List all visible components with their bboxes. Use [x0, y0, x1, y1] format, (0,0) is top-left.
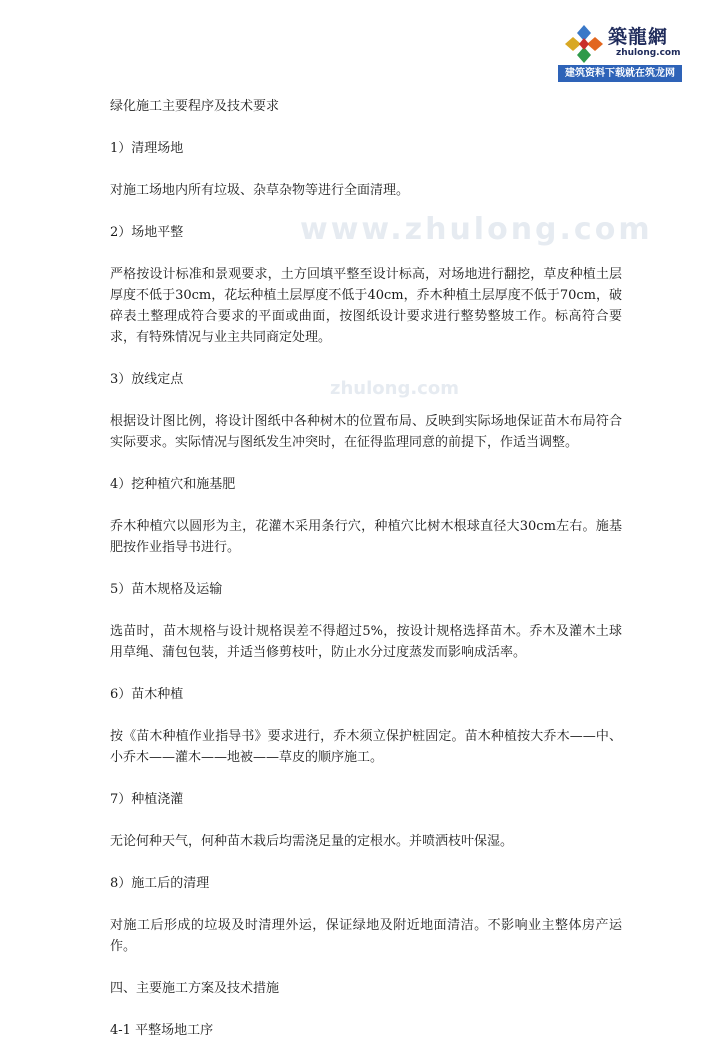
- section-paragraph: 对施工场地内所有垃圾、杂草杂物等进行全面清理。: [110, 183, 410, 198]
- section-paragraph: 乔木种植穴以圆形为主，花灌木采用条行穴，种植穴比树木根球直径大30cm左右。施基肥按作业指导书进行。: [110, 519, 622, 555]
- section-heading: 2）场地平整: [110, 225, 184, 240]
- section-paragraph: 按《苗木种植作业指导书》要求进行，乔木须立保护桩固定。苗木种植按大乔木——中、小乔木——灌木——地被——草皮的顺序施工。: [110, 729, 622, 765]
- logo-domain: zhulong.com: [616, 48, 681, 58]
- watermark: www.zhulong.com: [300, 212, 653, 247]
- document-title: 绿化施工主要程序及技术要求: [110, 99, 280, 114]
- section-heading: 3）放线定点: [110, 372, 184, 387]
- logo-diamond-icon: [564, 24, 604, 64]
- section-paragraph: 选苗时，苗木规格与设计规格误差不得超过5%，按设计规格选择苗木。乔木及灌木土球用草绳、蒲包包装，并适当修剪枝叶，防止水分过度蒸发而影响成活率。: [110, 624, 622, 660]
- section-heading: 6）苗木种植: [110, 687, 184, 702]
- section-heading: 8）施工后的清理: [110, 876, 210, 891]
- logo-title: 築龍網: [608, 26, 669, 48]
- section-paragraph: 根据设计图比例，将设计图纸中各种树木的位置布局、反映到实际场地保证苗木布局符合实际要求。实际情况与图纸发生冲突时，在征得监理同意的前提下，作适当调整。: [110, 414, 622, 450]
- section-paragraph: 无论何种天气，何种苗木栽后均需浇足量的定根水。并喷洒枝叶保湿。: [110, 834, 514, 849]
- section-paragraph: 对施工后形成的垃圾及时清理外运，保证绿地及附近地面清洁。不影响业主整体房产运作。: [110, 918, 622, 954]
- section-heading: 5）苗木规格及运输: [110, 582, 223, 597]
- chapter-heading: 四、主要施工方案及技术措施: [110, 981, 280, 996]
- section-paragraph: 严格按设计标准和景观要求，土方回填平整至设计标高，对场地进行翻挖，草皮种植土层厚度不低于30cm，花坛种植土层厚度不低于40cm，乔木种植土层厚度不低于70cm，破碎表土整理成符合要求的平面或曲面，按图纸设计要求进行整势整坡工作。标高符合要求，有特殊情况与业主共同商定处理。: [110, 267, 622, 345]
- zhulong-logo: [558, 18, 682, 84]
- watermark: zhulong.com: [330, 378, 459, 399]
- document-body: [110, 96, 622, 1062]
- logo-banner: 建筑资料下载就在筑龙网: [558, 65, 682, 82]
- section-heading: 1）清理场地: [110, 141, 184, 156]
- subsection-heading: 4-1 平整场地工序: [110, 1023, 214, 1038]
- section-heading: 7）种植浇灌: [110, 792, 184, 807]
- section-heading: 4）挖种植穴和施基肥: [110, 477, 236, 492]
